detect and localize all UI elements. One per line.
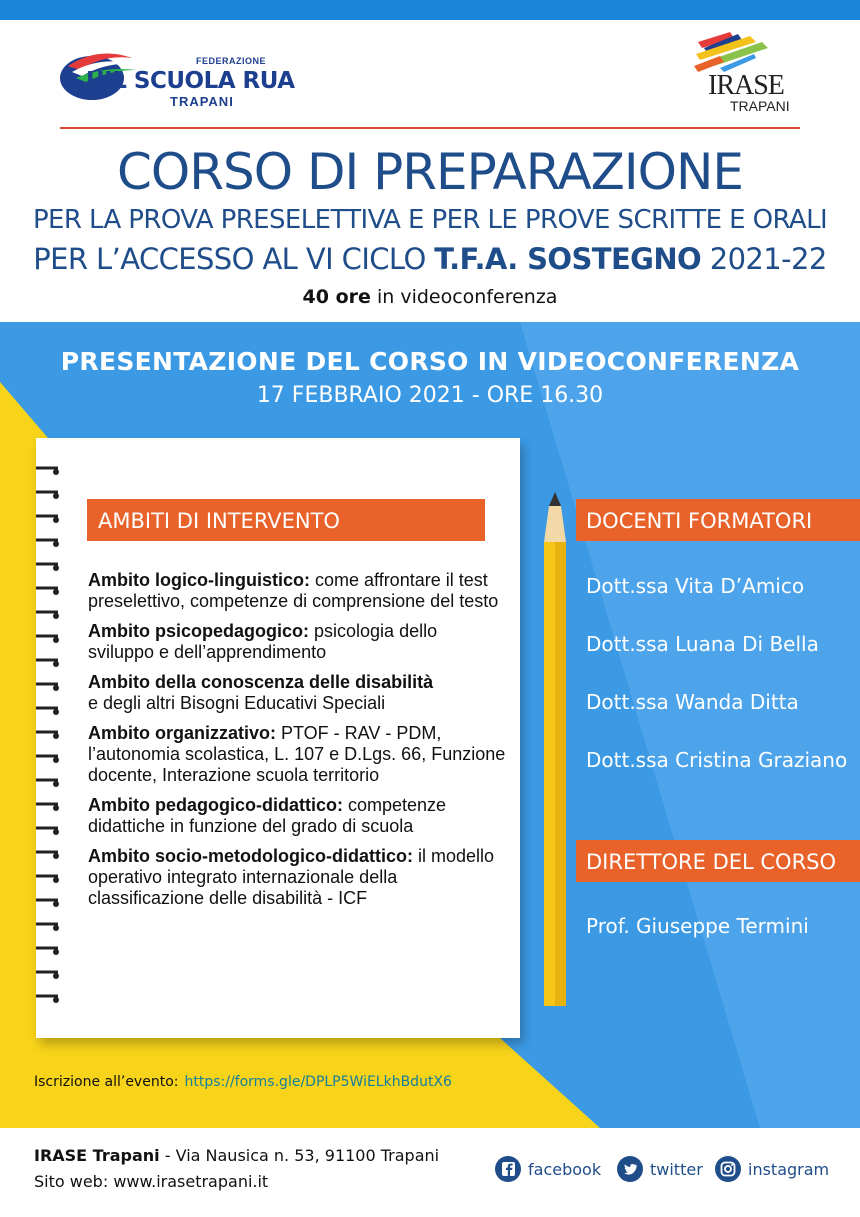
irase-name-text: IRASE — [708, 70, 784, 101]
spiral-rings-icon — [22, 462, 62, 1022]
footer-website — [34, 1172, 268, 1191]
ambito-item — [88, 723, 508, 786]
irase-logo — [686, 28, 806, 120]
docente-name: Dott.ssa Vita D’Amico — [586, 574, 805, 598]
subtitle-line-2-b: T.F.A. SOSTEGNO — [434, 242, 702, 276]
docente-name: Dott.ssa Cristina Graziano — [586, 748, 848, 772]
ambito-item-text: competenze didattiche in funzione del grado di scuola — [88, 795, 447, 836]
iscrizione-line — [34, 1074, 452, 1090]
direttore-heading: DIRETTORE DEL CORSO — [576, 840, 860, 882]
subtitle-line-2-a: PER L’ACCESSO AL VI CICLO — [33, 242, 435, 276]
twitter-link[interactable] — [616, 1155, 703, 1183]
facebook-link[interactable] — [494, 1155, 601, 1183]
hours-line — [0, 286, 860, 308]
instagram-label: instagram — [748, 1159, 830, 1179]
docenti-heading: DOCENTI FORMATORI — [576, 499, 860, 541]
iscrizione-link[interactable]: https://forms.gle/DPLP5WiELkhBdutX6 — [184, 1074, 452, 1090]
direttore-name: Prof. Giuseppe Termini — [586, 914, 809, 938]
uil-city-text: TRAPANI — [170, 94, 234, 109]
footer-address-text: - Via Nausica n. 53, 91100 Trapani — [159, 1146, 440, 1165]
ambiti-heading: AMBITI DI INTERVENTO — [87, 499, 485, 541]
ambito-item-text: il modello operativo integrato internazionale della classificazione delle disabilità - ICF — [88, 846, 495, 908]
top-color-bar — [0, 0, 860, 20]
ambito-item-bold: Ambito psicopedagogico: — [88, 621, 310, 641]
presentation-date: 17 FEBBRAIO 2021 - ORE 16.30 — [256, 383, 604, 408]
ambito-item — [88, 621, 508, 663]
subtitle-line-2-c: 2021-22 — [701, 242, 827, 276]
ambiti-list — [88, 570, 508, 918]
instagram-icon — [714, 1155, 742, 1183]
pencil-icon — [540, 492, 570, 1008]
twitter-label: twitter — [650, 1159, 703, 1179]
footer-site-label: Sito web: — [34, 1172, 114, 1191]
twitter-icon — [616, 1155, 644, 1183]
ambito-item — [88, 795, 508, 837]
footer-org: IRASE Trapani — [34, 1146, 160, 1165]
ambito-item-text: e degli altri Bisogni Educativi Speciali — [88, 693, 386, 713]
subtitle-line-2 — [0, 242, 860, 276]
hours-bold: 40 ore — [302, 286, 371, 308]
ambito-item — [88, 672, 508, 714]
irase-city-text: TRAPANI — [730, 98, 790, 114]
iscrizione-label: Iscrizione all’evento: — [34, 1074, 179, 1090]
presentation-title: PRESENTAZIONE DEL CORSO IN VIDEOCONFERENZA — [60, 347, 800, 376]
header-divider — [60, 127, 800, 129]
ambito-item-bold: Ambito logico-linguistico: — [88, 570, 310, 590]
uil-name-text: UIL SCUOLA RUA — [86, 68, 295, 94]
subtitle-line-1: PER LA PROVA PRESELETTIVA E PER LE PROVE SCRITTE E ORALI — [32, 205, 828, 235]
hours-rest: in videoconferenza — [370, 286, 558, 308]
ambito-item-text: come affrontare il test preselettivo, competenze di comprensione del testo — [88, 570, 499, 611]
facebook-icon — [494, 1155, 522, 1183]
docente-name: Dott.ssa Luana Di Bella — [586, 632, 819, 656]
instagram-link[interactable] — [714, 1155, 829, 1183]
footer-site-link[interactable]: www.irasetrapani.it — [113, 1172, 269, 1191]
uil-scuola-logo — [58, 44, 308, 114]
ambito-item-bold: Ambito pedagogico-didattico: — [88, 795, 343, 815]
ambito-item-bold: Ambito socio-metodologico-didattico: — [88, 846, 413, 866]
uil-federazione-text: FEDERAZIONE — [196, 56, 267, 66]
ambito-item-text: psicologia dello sviluppo e dell’apprendimento — [88, 621, 438, 662]
ambito-item — [88, 570, 508, 612]
ambito-item-bold: Ambito della conoscenza delle disabilità — [88, 672, 434, 692]
facebook-label: facebook — [528, 1159, 602, 1179]
ambito-item-bold: Ambito organizzativo: — [88, 723, 276, 743]
footer-address — [34, 1146, 439, 1165]
docente-name: Dott.ssa Wanda Ditta — [586, 690, 799, 714]
page-title: CORSO DI PREPARAZIONE — [116, 143, 744, 201]
ambito-item — [88, 846, 508, 909]
ambito-item-text: PTOF - RAV - PDM, l’autonomia scolastica, L. 107 e D.Lgs. 66, Funzione docente, Interazione scuola territorio — [88, 723, 506, 785]
